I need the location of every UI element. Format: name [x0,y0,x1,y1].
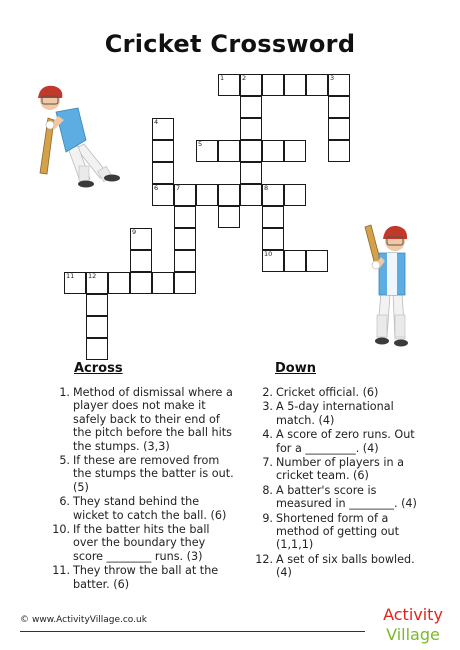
copyright-icon: © [20,615,29,625]
batsman-illustration-right [355,215,425,355]
grid-cell[interactable] [218,184,240,206]
grid-cell[interactable] [306,74,328,96]
clue-text: A score of zero runs. Out for a _________. (4) [276,428,415,455]
grid-cell[interactable] [64,272,86,294]
grid-cell[interactable] [152,272,174,294]
grid-cell[interactable] [130,250,152,272]
grid-cell[interactable] [174,250,196,272]
grid-cell[interactable] [174,206,196,228]
grid-cell[interactable] [262,184,284,206]
grid-clue-number: 1 [220,74,225,82]
grid-cell[interactable] [240,184,262,206]
grid-cell[interactable] [196,184,218,206]
grid-cell[interactable] [284,74,306,96]
activity-village-logo [368,600,458,645]
across-clue [52,523,237,563]
clue-text: If these are removed from the stumps the batter is out. (5) [73,454,234,494]
grid-cell[interactable] [130,228,152,250]
down-clue [255,553,430,580]
footer [20,615,147,625]
across-clue [52,564,237,591]
grid-cell[interactable] [328,74,350,96]
clue-text: A set of six balls bowled. (4) [276,552,415,580]
grid-cell[interactable] [240,118,262,140]
across-clue [52,495,237,522]
clue-text: A 5-day international match. (4) [276,400,394,427]
clue-text: Method of dismissal where a player does not make it safely back to their end of the pitch before the ball hits the stumps. (3,3) [73,386,233,453]
across-clue [52,454,237,494]
clue-number: 1. [59,386,70,399]
grid-cell[interactable] [284,250,306,272]
clue-number: 5. [59,454,70,468]
svg-text:Activity: Activity [383,605,443,624]
grid-cell[interactable] [262,228,284,250]
clue-number: 11. [52,564,70,578]
clue-number: 6. [59,495,70,509]
grid-cell[interactable] [218,206,240,228]
down-clue [255,386,430,399]
clue-text: If the batter hits the ball over the boundary they score ________ runs. (3) [73,523,210,563]
grid-clue-number: 5 [198,140,203,148]
clue-number: 10. [52,523,70,537]
grid-cell[interactable] [86,316,108,338]
grid-cell[interactable] [328,96,350,118]
grid-cell[interactable] [108,272,130,294]
grid-cell[interactable] [152,162,174,184]
clue-number: 4. [262,428,273,442]
grid-cell[interactable] [262,206,284,228]
clue-text: Shortened form of a method of getting out (1,1,1) [276,511,400,552]
grid-clue-number: 12 [88,272,97,280]
grid-clue-number: 6 [154,184,159,192]
grid-cell[interactable] [130,272,152,294]
grid-cell[interactable] [328,118,350,140]
grid-clue-number: 7 [176,184,181,192]
grid-cell[interactable] [152,118,174,140]
clue-number: 8. [262,483,273,497]
grid-cell[interactable] [86,338,108,360]
across-clue [52,386,237,453]
clue-number: 12. [255,552,273,566]
clue-text: They stand behind the wicket to catch the ball. (6) [73,495,227,522]
clue-text: Cricket official. (6) [276,386,379,399]
grid-cell[interactable] [284,140,306,162]
grid-clue-number: 3 [330,74,335,82]
grid-cell[interactable] [262,250,284,272]
grid-cell[interactable] [196,140,218,162]
grid-cell[interactable] [152,184,174,206]
across-clue-list [52,386,237,592]
grid-cell[interactable] [174,184,196,206]
svg-text:Village: Village [386,625,440,644]
clue-number: 3. [262,400,273,414]
grid-clue-number: 9 [132,228,137,236]
grid-cell[interactable] [218,74,240,96]
grid-cell[interactable] [240,162,262,184]
down-clue [255,428,430,455]
down-clue-list [255,386,430,581]
grid-cell[interactable] [240,96,262,118]
down-clue [255,400,430,427]
footer-website[interactable]: www.ActivityVillage.co.uk [32,615,147,625]
down-heading: Down [275,361,316,376]
down-clue [255,484,430,511]
clue-text: Number of players in a cricket team. (6) [276,456,405,483]
grid-cell[interactable] [174,228,196,250]
grid-cell[interactable] [240,74,262,96]
grid-clue-number: 10 [264,250,273,258]
grid-cell[interactable] [328,140,350,162]
grid-clue-number: 8 [264,184,269,192]
grid-clue-number: 4 [154,118,159,126]
grid-cell[interactable] [174,272,196,294]
grid-cell[interactable] [86,272,108,294]
across-heading: Across [74,361,123,376]
page-title: Cricket Crossword [104,30,356,58]
down-clue [255,456,430,483]
grid-cell[interactable] [262,74,284,96]
footer-divider [20,631,365,632]
grid-cell[interactable] [240,140,262,162]
clue-text: A batter's score is measured in ________. (4) [276,483,417,511]
clue-number: 9. [262,511,273,525]
clue-number: 7. [262,456,273,470]
grid-cell[interactable] [306,250,328,272]
grid-cell[interactable] [86,294,108,316]
clue-text: They throw the ball at the batter. (6) [73,564,219,591]
down-clue [255,512,430,552]
grid-cell[interactable] [284,184,306,206]
grid-clue-number: 11 [66,272,75,280]
grid-cell[interactable] [152,140,174,162]
clue-number: 2. [262,386,273,399]
grid-cell[interactable] [218,140,240,162]
grid-clue-number: 2 [242,74,247,82]
grid-cell[interactable] [262,140,284,162]
batsman-illustration-left [20,78,125,193]
